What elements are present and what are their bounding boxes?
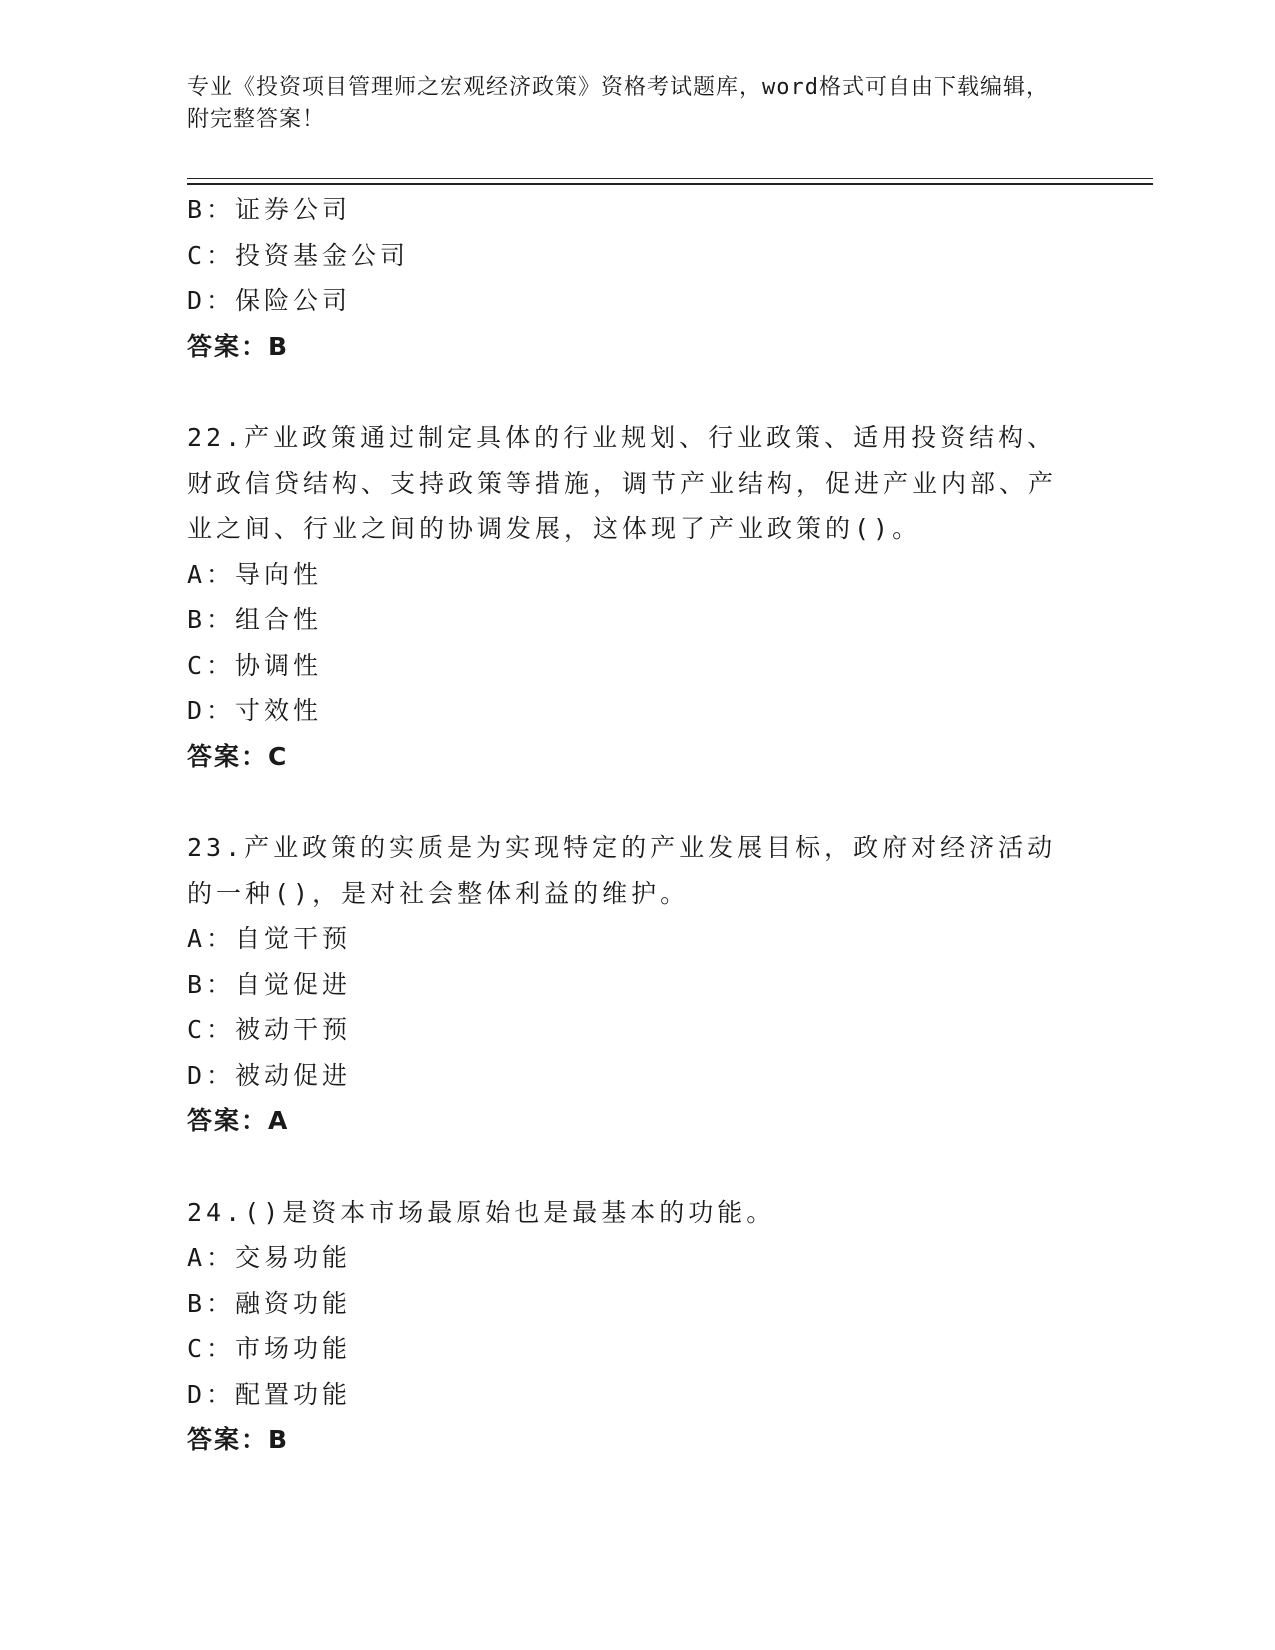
question-22 — [187, 415, 1087, 779]
option-c: C：投资基金公司 — [187, 240, 410, 270]
option-a: A：交易功能 — [187, 1243, 352, 1272]
header-divider-bottom — [187, 183, 1153, 185]
question-text: 22.产业政策通过制定具体的行业规划、行业政策、适用投资结构、财政信贷结构、支持政策等措施，调节产业结构，促进产业内部、产业之间、行业之间的协调发展，这体现了产业政策的()。 — [187, 423, 1058, 543]
option-c: C：被动干预 — [187, 1015, 352, 1044]
option-a: A：自觉干预 — [187, 924, 352, 953]
option-d: D：寸效性 — [187, 696, 323, 725]
question-list — [187, 187, 1087, 1463]
answer-line: 答案：B — [187, 331, 290, 361]
header-divider-top — [187, 178, 1153, 179]
option-b: B：自觉促进 — [187, 969, 352, 999]
question-text: 24.()是资本市场最原始也是最基本的功能。 — [187, 1197, 776, 1227]
question-23 — [187, 825, 1087, 1144]
option-b: B：融资功能 — [187, 1288, 352, 1318]
answer-line: 答案：C — [187, 741, 289, 771]
option-a: A：导向性 — [187, 559, 323, 589]
question-24 — [187, 1190, 1087, 1463]
option-c: C：协调性 — [187, 650, 323, 680]
option-d: D：被动促进 — [187, 1060, 352, 1090]
option-d: D：保险公司 — [187, 286, 352, 315]
question-continued — [187, 187, 1087, 369]
option-c: C：市场功能 — [187, 1334, 352, 1363]
document-header: 专业《投资项目管理师之宏观经济政策》资格考试题库，word格式可自由下载编辑，附完整答案！ — [187, 75, 1049, 132]
answer-line: 答案：B — [187, 1425, 290, 1454]
question-text: 23.产业政策的实质是为实现特定的产业发展目标，政府对经济活动的一种()，是对社会整体利益的维护。 — [187, 833, 1057, 908]
option-b: B：证券公司 — [187, 195, 352, 224]
answer-line: 答案：A — [187, 1106, 290, 1135]
option-d: D：配置功能 — [187, 1379, 352, 1409]
option-b: B：组合性 — [187, 605, 323, 634]
